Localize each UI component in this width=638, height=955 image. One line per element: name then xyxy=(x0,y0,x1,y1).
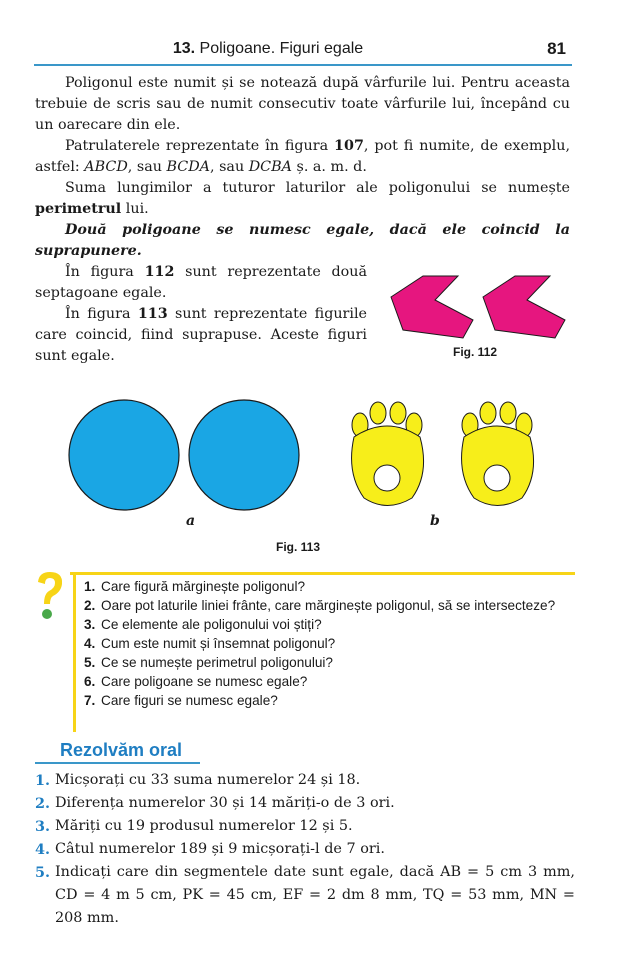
exercise-number: 5. xyxy=(35,864,51,881)
p2-name-2: BCDA xyxy=(166,159,210,175)
chapter-number: 13. xyxy=(172,40,196,57)
exercise-text: Câtul numerelor 189 și 9 micșorați-l de 7 ori. xyxy=(55,841,385,857)
question-text: Care poligoane se numesc egale? xyxy=(101,674,308,689)
question-number: 5. xyxy=(84,655,96,670)
p2-text-e: ș. a. m. d. xyxy=(291,159,367,175)
list-item xyxy=(35,861,575,930)
figure-112 xyxy=(383,270,573,365)
list-item xyxy=(35,838,575,861)
circle-left xyxy=(69,400,179,510)
list-item xyxy=(84,577,564,596)
paw-left xyxy=(352,402,424,506)
exercise-text: Diferența numerelor 30 și 14 măriți-o de 3 ori. xyxy=(55,795,395,811)
question-number: 7. xyxy=(84,693,96,708)
p2-text-a: Patrulaterele reprezentate în figura xyxy=(65,138,335,154)
list-item xyxy=(35,769,575,792)
question-mark-icon xyxy=(35,572,65,622)
page-number: 81 xyxy=(547,39,566,58)
septagon-left xyxy=(391,276,473,338)
list-item xyxy=(84,691,564,710)
p6-text-a: În figura xyxy=(65,306,138,322)
chapter-name: Poligoane. Figuri egale xyxy=(199,40,364,57)
question-text: Cum este numit și însemnat poligonul? xyxy=(101,636,336,651)
list-item xyxy=(84,653,564,672)
exercise-text: Măriți cu 19 produsul numerelor 12 și 5. xyxy=(55,818,353,834)
chapter-title xyxy=(34,40,502,58)
paragraph-2 xyxy=(35,136,570,178)
question-text: Oare pot laturile liniei frânte, care mărginește poligonul, să se intersecteze? xyxy=(101,598,556,613)
paragraph-6 xyxy=(35,304,367,367)
question-text: Care figuri se numesc egale? xyxy=(101,693,278,708)
question-number: 1. xyxy=(84,579,96,594)
fig-113-caption: Fig. 113 xyxy=(276,540,321,554)
exercise-text: Micșorați cu 33 suma numerelor 24 și 18. xyxy=(55,772,361,788)
question-number: 2. xyxy=(84,598,96,613)
p3-text-a: Suma lungimilor a tuturor laturilor ale poligonului se numește xyxy=(65,180,570,196)
fig-112-caption: Fig. 112 xyxy=(453,345,498,359)
septagons-illustration xyxy=(383,270,573,345)
questions-side-bar xyxy=(73,572,76,732)
definition-paragraph: Două poligoane se numesc egale, dacă ele coincid la suprapunere. xyxy=(35,222,570,259)
questions-list xyxy=(84,577,564,710)
p2-text-d: , sau xyxy=(210,159,249,175)
question-text: Care figură mărginește poligonul? xyxy=(101,579,306,594)
oral-exercises xyxy=(35,769,575,930)
paragraph-1: Poligonul este numit și se notează după vârfurile lui. Pentru aceasta trebuie de scris sau de numit consecutiv toate vârfurile lui, începând cu un oarecare din ele. xyxy=(35,75,570,133)
question-number: 4. xyxy=(84,636,96,651)
p6-fig-ref: 113 xyxy=(137,306,168,322)
figure-113 xyxy=(60,395,580,565)
questions-top-bar xyxy=(70,572,575,575)
list-item xyxy=(84,615,564,634)
header-rule xyxy=(34,64,572,66)
exercise-text: Indicați care din segmentele date sunt egale, dacă AB = 5 cm 3 mm, CD = 4 m 5 cm, PK = 45 cm, EF = 2 dm 8 mm, TQ = 53 mm, MN = 208 mm. xyxy=(55,864,575,926)
exercise-number: 4. xyxy=(35,841,51,858)
p2-text-b: , pot fi numite, de exemplu, astfel: xyxy=(35,138,570,175)
exercise-number: 1. xyxy=(35,772,51,789)
list-item xyxy=(35,792,575,815)
p2-fig-ref: 107 xyxy=(334,138,364,154)
page-header xyxy=(34,34,572,64)
equal-figures-illustration xyxy=(60,395,580,515)
question-text: Ce se numește perimetrul poligonului? xyxy=(101,655,333,670)
p6-text-b: sunt reprezentate figurile care coincid, fiind suprapuse. Aceste figuri sunt egale. xyxy=(35,306,367,364)
question-text: Ce elemente ale poligonului voi știți? xyxy=(101,617,322,632)
question-number: 6. xyxy=(84,674,96,689)
list-item xyxy=(84,672,564,691)
section-title-rule xyxy=(35,762,200,764)
list-item xyxy=(84,596,564,615)
questions-block xyxy=(35,570,575,740)
circle-right xyxy=(189,400,299,510)
p5-fig-ref: 112 xyxy=(144,264,175,280)
p2-name-1: ABCD xyxy=(84,159,128,175)
septagon-right xyxy=(483,276,565,338)
p5-text-b: sunt reprezentate două septagoane egale. xyxy=(35,264,367,301)
list-item xyxy=(35,815,575,838)
section-title: Rezolvăm oral xyxy=(60,740,183,760)
exercise-number: 3. xyxy=(35,818,51,835)
paragraph-5 xyxy=(35,262,367,304)
label-a: a xyxy=(186,513,196,529)
p3-term: perimetrul xyxy=(35,201,122,217)
paw-right xyxy=(462,402,534,506)
paragraph-3 xyxy=(35,178,570,220)
question-number: 3. xyxy=(84,617,96,632)
exercise-number: 2. xyxy=(35,795,51,812)
p3-text-b: lui. xyxy=(121,201,149,217)
label-b: b xyxy=(430,513,440,529)
p2-text-c: , sau xyxy=(127,159,167,175)
p5-text-a: În figura xyxy=(65,264,145,280)
list-item xyxy=(84,634,564,653)
p2-name-3: DCBA xyxy=(248,159,292,175)
